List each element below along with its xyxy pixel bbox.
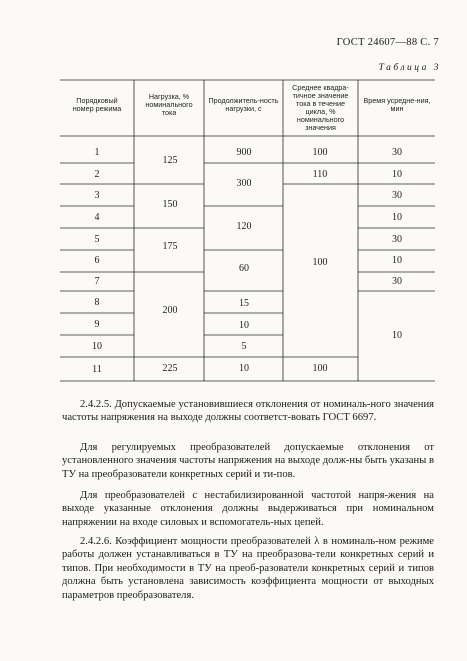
table-header-duration: Продолжитель-ность нагрузки, с bbox=[208, 96, 279, 113]
duration-cell: 15 bbox=[239, 298, 249, 309]
table-header-rms: Среднее квадра-тичное значение тока в течение цикла, % номинального значения bbox=[292, 83, 349, 132]
page-header: ГОСТ 24607—88 С. 7 bbox=[336, 37, 439, 48]
duration-cell: 10 bbox=[239, 320, 249, 331]
mode-cell: 3 bbox=[94, 190, 100, 201]
mode-cell: 2 bbox=[94, 169, 100, 180]
rms-cell: 110 bbox=[312, 169, 328, 180]
mode-cell: 8 bbox=[94, 297, 100, 308]
paragraph-regulated: Для регулируемых преобразователей допускаемые отклонения от установленного значения частоты напряжения на выходе долж-ны быть указаны в ТУ на преобразователи конкретных серий и ти-пов. bbox=[62, 442, 434, 480]
mode-cell: 9 bbox=[94, 319, 100, 330]
duration-cell: 900 bbox=[236, 147, 252, 158]
table-header-load: Нагрузка, % номинального тока bbox=[145, 92, 193, 117]
load-cell: 200 bbox=[162, 305, 178, 316]
mode-cell: 1 bbox=[94, 147, 100, 158]
duration-cell: 60 bbox=[239, 263, 249, 274]
mode-cell: 11 bbox=[92, 364, 102, 375]
paragraph-2-4-2-5: 2.4.2.5. Допускаемые установившиеся отклонения от номиналь-ного значения частоты напряжения на выходе должны соответст-вовать ГОСТ 6697. bbox=[62, 399, 434, 424]
rms-cell: 100 bbox=[312, 363, 328, 374]
load-cell: 225 bbox=[162, 363, 178, 374]
averaging-cell: 10 bbox=[392, 330, 402, 341]
duration-cell: 5 bbox=[241, 341, 247, 352]
averaging-cell: 30 bbox=[392, 190, 402, 201]
table-header-mode: Порядковый номер режима bbox=[72, 96, 122, 113]
load-cell: 175 bbox=[162, 241, 178, 252]
averaging-cell: 30 bbox=[392, 276, 402, 287]
table-header-averaging: Время усредне-ния, мин bbox=[363, 96, 431, 113]
mode-cell: 4 bbox=[94, 212, 100, 223]
rms-cell: 100 bbox=[312, 257, 328, 268]
mode-cell: 5 bbox=[94, 234, 100, 245]
averaging-cell: 10 bbox=[392, 169, 402, 180]
mode-cell: 10 bbox=[92, 341, 102, 352]
mode-cell: 7 bbox=[94, 276, 100, 287]
rms-cell: 100 bbox=[312, 147, 328, 158]
mode-cell: 6 bbox=[94, 255, 100, 266]
duration-cell: 10 bbox=[239, 363, 249, 374]
averaging-cell: 30 bbox=[392, 234, 402, 245]
table-caption: Таблица 3 bbox=[378, 63, 441, 73]
paragraph-2-4-2-6: 2.4.2.6. Коэффициент мощности преобразователей λ в номиналь-ном режиме работы должен устанавливаться в ТУ на преобразова-тели конкретных серий и типов. При необходимости в ТУ на преоб-разователи конкретных серий и типов должна быть установлена зависимость коэффициента мощности от выходных параметров преобразователя. bbox=[62, 536, 434, 601]
paragraph-unstabilized: Для преобразователей с нестабилизированной частотой напря-жения на выходе указанные отклонения должны выдерживаться при номинальном напряжении на входе силовых и вспомогатель-ных цепей. bbox=[62, 490, 434, 528]
duration-cell: 300 bbox=[236, 178, 252, 189]
averaging-cell: 30 bbox=[392, 147, 402, 158]
load-cell: 125 bbox=[162, 155, 178, 166]
averaging-cell: 10 bbox=[392, 255, 402, 266]
averaging-cell: 10 bbox=[392, 212, 402, 223]
load-cell: 150 bbox=[162, 199, 178, 210]
duration-cell: 120 bbox=[236, 221, 252, 232]
